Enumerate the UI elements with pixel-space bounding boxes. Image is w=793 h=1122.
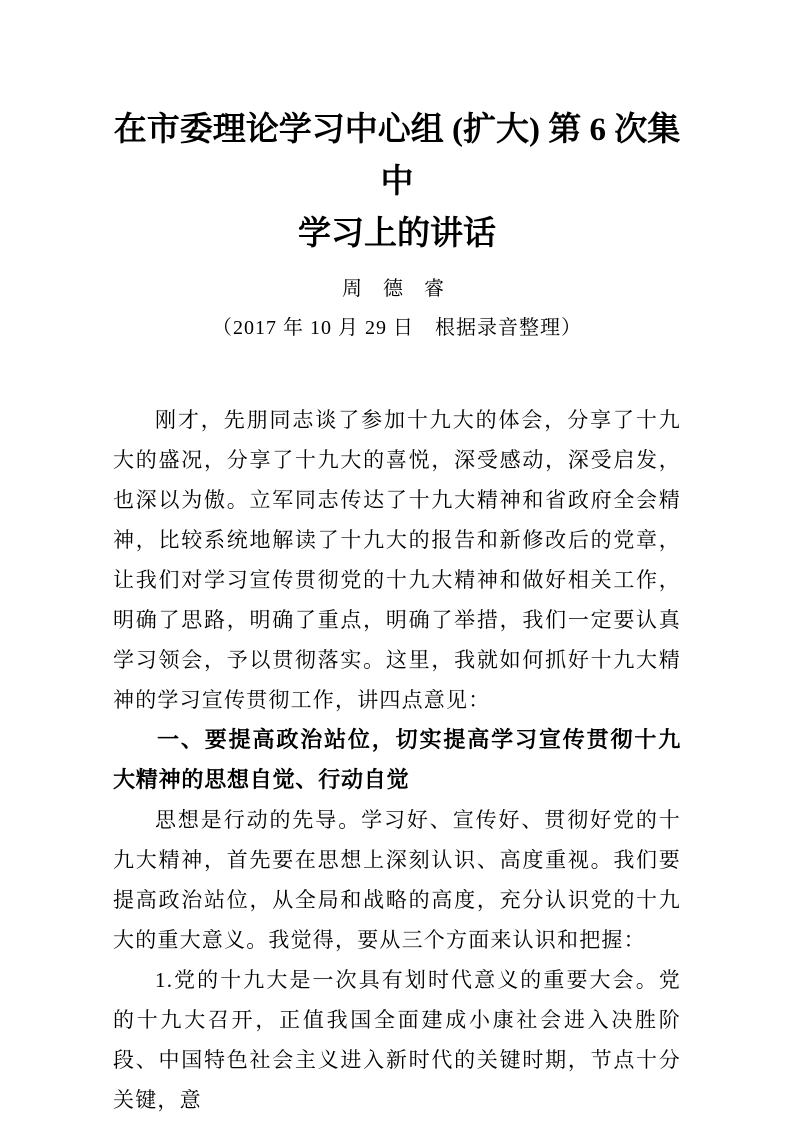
document-title bbox=[113, 104, 681, 260]
author-line: 周 德 睿 bbox=[342, 278, 452, 300]
document-title-line-2: 学习上的讲话 bbox=[298, 216, 496, 252]
document-body bbox=[113, 400, 681, 1120]
paragraph-section1-intro: 思想是行动的先导。学习好、宣传好、贯彻好党的十九大精神，首先要在思想上深刻认识、高度重视。我们要提高政治站位，从全局和战略的高度，充分认识党的十九大的重大意义。我觉得，要从三个方面来认识和把握： bbox=[113, 808, 681, 952]
paragraph-intro: 刚才，先朋同志谈了参加十九大的体会，分享了十九大的盛况，分享了十九大的喜悦，深受感动，深受启发，也深以为傲。立军同志传达了十九大精神和省政府全会精神，比较系统地解读了十九大的报告和新修改后的党章，让我们对学习宣传贯彻党的十九大精神和做好相关工作，明确了思路，明确了重点，明确了举措，我们一定要认真学习领会，予以贯彻落实。这里，我就如何抓好十九大精神的学习宣传贯彻工作，讲四点意见： bbox=[113, 408, 681, 712]
paragraph-point-1: 1.党的十九大是一次具有划时代意义的重要大会。党的十九大召开，正值我国全面建成小康社会进入决胜阶段、中国特色社会主义进入新时代的关键时期，节点十分关键，意 bbox=[113, 968, 681, 1112]
section-heading-1: 一、要提高政治站位，切实提高学习宣传贯彻十九大精神的思想自觉、行动自觉 bbox=[113, 727, 681, 792]
date-line: （2017 年 10 月 29 日 根据录音整理） bbox=[212, 317, 582, 339]
document-title-line-1: 在市委理论学习中心组 (扩大) 第 6 次集中 bbox=[113, 112, 681, 200]
